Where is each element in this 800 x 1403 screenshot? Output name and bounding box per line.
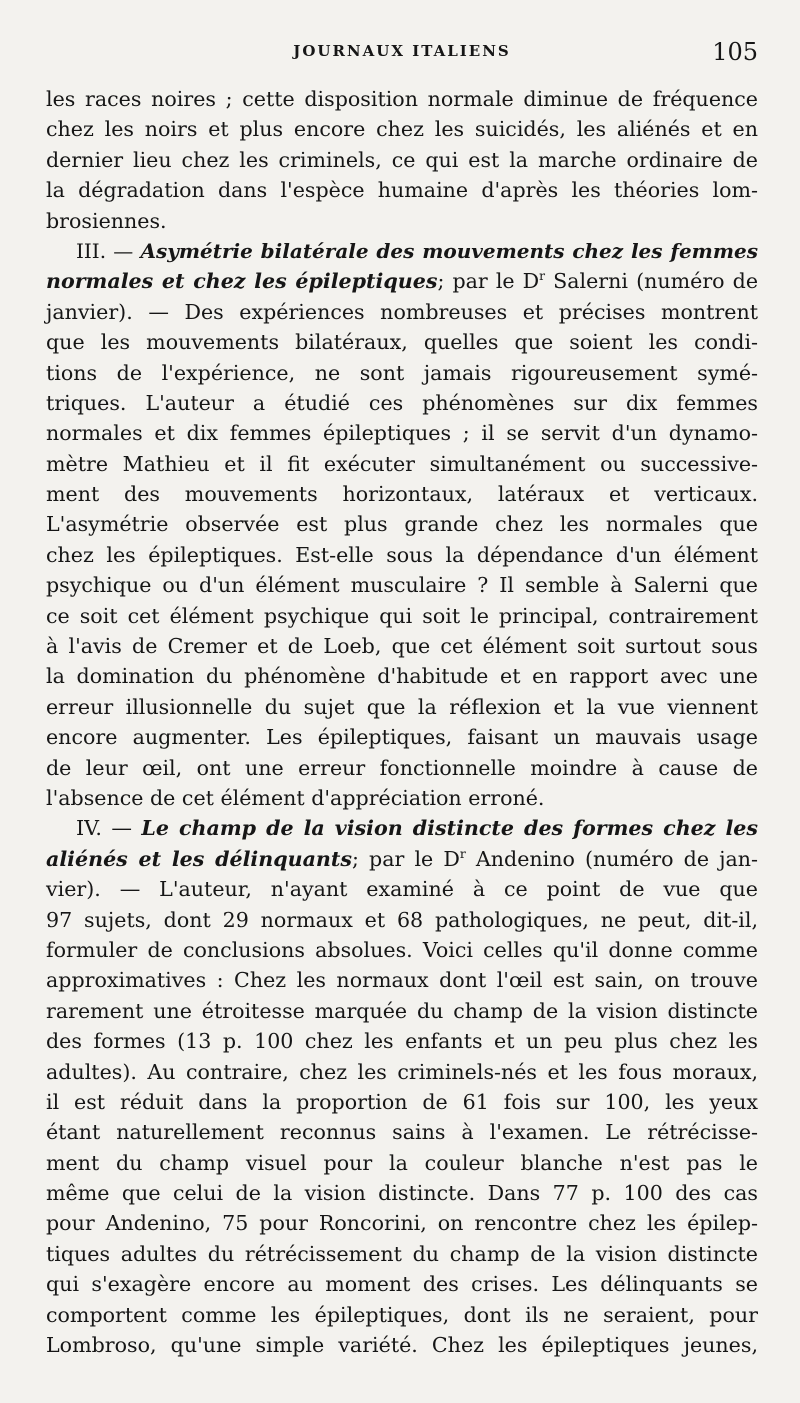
text-line: chez les noirs et plus encore chez les suicidés, les aliénés et en (46, 117, 758, 142)
section-title: Le champ de la vision distincte des formes chez les (141, 816, 759, 841)
text-line: erreur illusionnelle du sujet que la réflexion et la vue viennent (46, 694, 758, 719)
text-line: dernier lieu chez les criminels, ce qui est la marche ordinaire de (46, 147, 758, 172)
author-suffix: Salerni (numéro de (545, 269, 759, 294)
text-line: encore augmenter. Les épileptiques, faisant un mauvais usage (46, 725, 758, 750)
text-line: vier). — L'auteur, n'ayant examiné à ce point de vue que (46, 877, 758, 902)
text-line: brosiennes. (46, 208, 167, 233)
text-line: pour Andenino, 75 pour Roncorini, on rencontre chez les épilep- (46, 1211, 758, 1236)
text-line (46, 844, 758, 874)
text-line: ce soit cet élément psychique qui soit le principal, contrairement (46, 603, 758, 628)
author-prefix: ; par le D (437, 269, 540, 294)
text-line: tiques adultes du rétrécissement du champ de la vision distincte (46, 1241, 758, 1266)
text-line: mètre Mathieu et il fit exécuter simultanément ou successive- (46, 451, 758, 476)
text-line: janvier). — Des expériences nombreuses et précises montrent (46, 299, 758, 324)
section-title: Asymétrie bilatérale des mouvements chez les femmes (140, 238, 758, 263)
section-title-cont: aliénés et les délinquants (46, 846, 352, 871)
text-line: triques. L'auteur a étudié ces phénomènes sur dix femmes (46, 390, 758, 415)
text-line: les races noires ; cette disposition normale diminue de fréquence (46, 87, 758, 111)
text-line: chez les épileptiques. Est-elle sous la dépendance d'un élément (46, 542, 758, 567)
text-line: qui s'exagère encore au moment des crises. Les délinquants se (46, 1272, 758, 1297)
text-line: il est réduit dans la proportion de 61 fois sur 100, les yeux (46, 1089, 758, 1114)
author-suffix: Andenino (numéro de jan- (465, 846, 758, 871)
section-number: III. — (76, 238, 141, 263)
running-head: JOURNAUX ITALIENS (293, 42, 511, 60)
text-line: approximatives : Chez les normaux dont l'œil est sain, on trouve (46, 968, 758, 993)
section-heading-line (46, 236, 758, 266)
page-number: 105 (712, 38, 758, 66)
text-line: 97 sujets, dont 29 normaux et 68 pathologiques, ne peut, dit-il, (46, 907, 758, 932)
text-line: L'asymétrie observée est plus grande chez les normales que (46, 512, 758, 537)
section-number: IV. — (76, 816, 142, 841)
text-line (46, 266, 758, 296)
text-line: des formes (13 p. 100 chez les enfants et un peu plus chez les (46, 1029, 758, 1054)
text-line: tions de l'expérience, ne sont jamais rigoureusement symé- (46, 360, 758, 385)
text-line: l'absence de cet élément d'appréciation erroné. (46, 785, 545, 810)
text-line: formuler de conclusions absolues. Voici celles qu'il donne comme (46, 937, 758, 962)
section-heading-line (46, 813, 758, 843)
page-body (46, 84, 758, 1360)
text-line: même que celui de la vision distincte. Dans 77 p. 100 des cas (46, 1181, 758, 1206)
text-line: que les mouvements bilatéraux, quelles que soient les condi- (46, 330, 758, 355)
page-header (46, 38, 758, 68)
text-line: de leur œil, ont une erreur fonctionnelle moindre à cause de (46, 755, 758, 780)
text-line: adultes). Au contraire, chez les criminels-nés et les fous moraux, (46, 1059, 758, 1084)
text-line: comportent comme les épileptiques, dont ils ne seraient, pour (46, 1302, 758, 1327)
superscript: r (459, 846, 466, 861)
text-line: à l'avis de Cremer et de Loeb, que cet élément soit surtout sous (46, 634, 758, 659)
text-line: la dégradation dans l'espèce humaine d'après les théories lom- (46, 178, 758, 203)
text-line: étant naturellement reconnus sains à l'examen. Le rétrécisse- (46, 1120, 758, 1145)
text-line: normales et dix femmes épileptiques ; il se servit d'un dynamo- (46, 421, 758, 446)
text-line: Lombroso, qu'une simple variété. Chez les épileptiques jeunes, (46, 1333, 758, 1358)
superscript: r (539, 269, 546, 284)
text-line: psychique ou d'un élément musculaire ? Il semble à Salerni que (46, 573, 758, 598)
text-line: ment des mouvements horizontaux, latéraux et verticaux. (46, 482, 758, 507)
text-line: rarement une étroitesse marquée du champ de la vision distincte (46, 998, 758, 1023)
text-line: la domination du phénomène d'habitude et en rapport avec une (46, 664, 758, 689)
text-line: ment du champ visuel pour la couleur blanche n'est pas le (46, 1150, 758, 1175)
author-prefix: ; par le D (352, 846, 460, 871)
section-title-cont: normales et chez les épileptiques (46, 269, 438, 294)
